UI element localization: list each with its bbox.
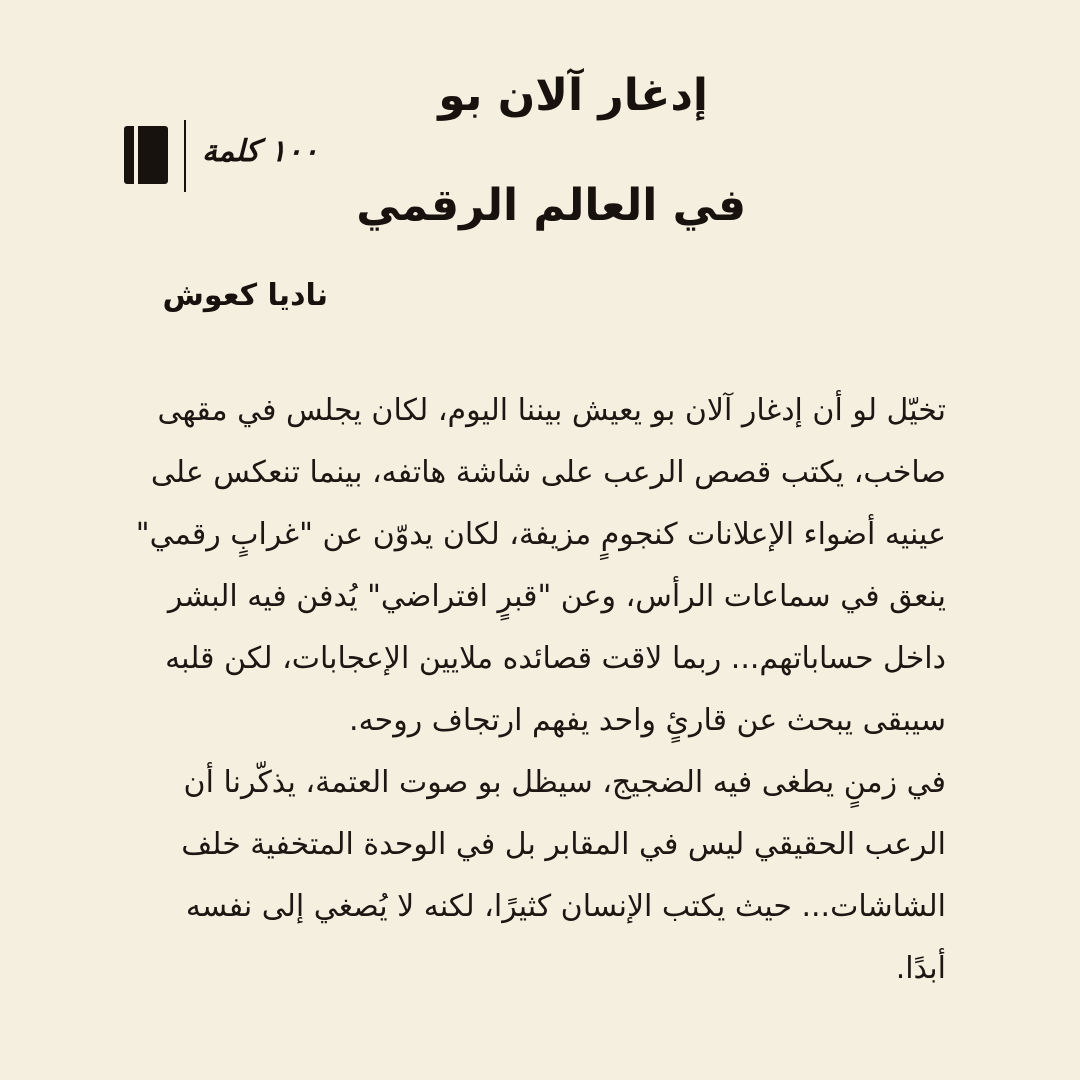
body-line: داخل حساباتهم... ربما لاقت قصائده ملايين الإعجابات، لكن قلبه [165,641,946,676]
book-icon [124,126,168,184]
title-line-1: إدغار آلان بو [438,70,708,121]
title-line-2: في العالم الرقمي [356,180,746,231]
body-line: ينعق في سماعات الرأس، وعن "قبرٍ افتراضي" يُدفن فيه البشر [167,579,946,614]
body-line: تخيّل لو أن إدغار آلان بو يعيش بيننا اليوم، لكان يجلس في مقهى [157,393,946,428]
body-line: في زمنٍ يطغى فيه الضجيج، سيظل بو صوت العتمة، يذكّرنا أن [183,765,946,800]
author-name: ناديا كعوش [162,278,328,313]
body-line: الشاشات... حيث يكتب الإنسان كثيرًا، لكنه لا يُصغي إلى نفسه [185,889,946,924]
body-line: صاخب، يكتب قصص الرعب على شاشة هاتفه، بينما تنعكس على [150,455,946,490]
body-line: سيبقى يبحث عن قارئٍ واحد يفهم ارتجاف روحه. [349,703,946,738]
body-line: عينيه أضواء الإعلانات كنجومٍ مزيفة، لكان يدوّن عن "غرابٍ رقمي" [135,517,946,552]
article-body [120,380,946,1000]
logo [124,120,324,192]
logo-divider [184,120,186,192]
body-line: أبدًا. [895,951,946,986]
logo-text: ١٠٠ كلمة [202,134,319,169]
body-line: الرعب الحقيقي ليس في المقابر بل في الوحدة المتخفية خلف [181,827,946,862]
